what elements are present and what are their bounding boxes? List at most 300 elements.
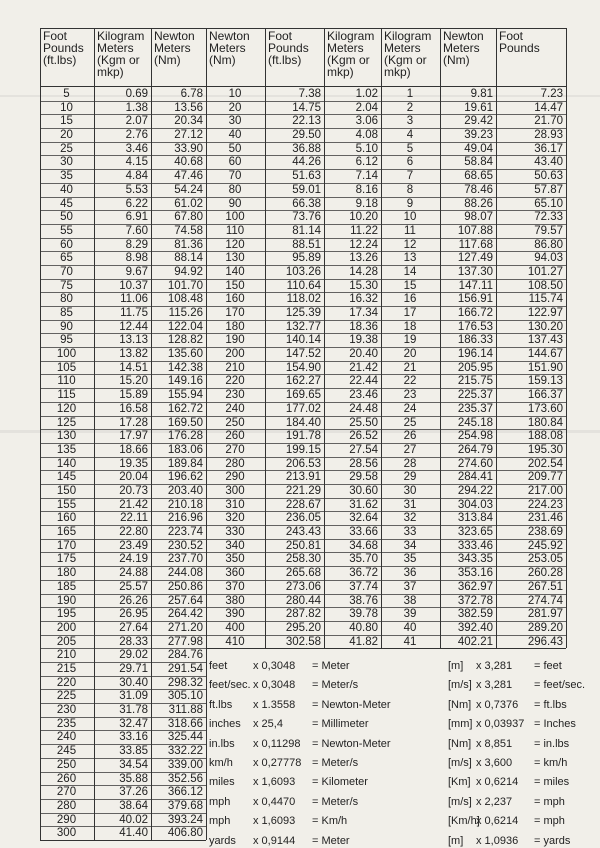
table-cell: 40 — [60, 183, 73, 196]
table-cell: 298.32 — [167, 676, 203, 689]
table-cell: 215.75 — [457, 375, 493, 388]
table-cell: 360 — [225, 567, 245, 580]
table-cell: 27.64 — [119, 621, 148, 634]
table-cell: 70 — [228, 170, 242, 183]
table-cell: 258.30 — [285, 553, 321, 566]
table-cell: 24.88 — [119, 567, 148, 580]
table-cell: 203.40 — [167, 485, 203, 497]
conversion-result: = Meter/s — [312, 679, 359, 692]
column-header-line: Pounds — [43, 41, 84, 55]
column-header-line: Newton — [443, 29, 484, 43]
table-cell: 271.20 — [167, 621, 203, 634]
table-cell: 28.56 — [349, 457, 378, 470]
table-cell: 9.81 — [470, 88, 493, 100]
table-cell: 95.89 — [292, 252, 321, 265]
conversion-factor: x 0,9144 — [253, 834, 296, 847]
table-cell: 5.10 — [355, 142, 378, 155]
table-cell: 34 — [403, 539, 417, 552]
conversion-factor: x 25,4 — [253, 718, 283, 731]
table-cell: 4.15 — [125, 156, 148, 169]
column-header-line: (Nm) — [154, 53, 181, 67]
table-cell: 323.65 — [457, 526, 493, 539]
table-cell: 2.07 — [125, 115, 148, 128]
table-cell: 379.68 — [167, 799, 203, 812]
column-header-line: Newton — [154, 29, 195, 43]
table-cell: 15 — [60, 115, 73, 128]
table-cell: 305.10 — [167, 690, 203, 703]
table-cell: 10.20 — [349, 211, 378, 224]
table-cell: 5 — [406, 142, 414, 155]
table-cell: 39.23 — [464, 129, 493, 142]
table-cell: 30.40 — [119, 676, 148, 689]
table-cell: 41 — [403, 635, 417, 648]
table-cell: 15.30 — [349, 279, 378, 292]
table-cell: 14.28 — [349, 265, 378, 278]
table-cell: 332.22 — [167, 745, 203, 758]
conversion-factor: x 0,4470 — [253, 795, 296, 808]
table-cell: 20.40 — [349, 348, 378, 361]
table-cell: 74.58 — [174, 224, 203, 237]
conversion-unit: feet — [209, 660, 228, 672]
table-cell: 14.51 — [119, 361, 148, 374]
table-cell: 228.67 — [285, 498, 321, 511]
table-cell: 372.78 — [457, 594, 493, 607]
table-cell: 295.20 — [285, 621, 321, 634]
table-cell: 189.84 — [167, 457, 203, 470]
table-cell: 128.82 — [167, 334, 203, 347]
table-cell: 32.47 — [119, 717, 148, 730]
table-cell: 29.42 — [464, 115, 493, 128]
column-header-line: Foot — [268, 29, 293, 43]
table-cell: 16.32 — [349, 293, 378, 306]
table-cell: 273.06 — [285, 580, 321, 593]
conversion-factor2: x 0,03937 — [476, 718, 525, 731]
column-divider — [566, 28, 567, 648]
table-cell: 18 — [403, 320, 417, 333]
table-cell: 245 — [56, 745, 77, 758]
table-cell: 0.69 — [125, 88, 148, 100]
table-cell: 150 — [56, 485, 77, 497]
table-cell: 117.68 — [458, 238, 493, 251]
table-cell: 9.18 — [355, 197, 378, 210]
conversion-factor: x 0,3048 — [253, 660, 296, 672]
table-cell: 78.46 — [464, 183, 493, 196]
table-cell: 17.97 — [119, 430, 148, 443]
table-cell: 24.19 — [119, 553, 148, 566]
table-cell: 115.74 — [528, 293, 563, 306]
table-cell: 19 — [403, 334, 417, 347]
table-cell: 333.46 — [457, 539, 493, 552]
table-cell: 28.93 — [534, 129, 563, 142]
table-cell: 353.16 — [457, 567, 493, 580]
table-cell: 120 — [225, 238, 245, 251]
table-cell: 88.14 — [174, 252, 203, 265]
table-cell: 231.46 — [527, 512, 563, 525]
table-cell: 41.82 — [349, 635, 378, 648]
table-cell: 220 — [225, 375, 245, 388]
table-cell: 34.68 — [349, 539, 378, 552]
table-cell: 4.08 — [355, 129, 378, 142]
table-cell: 250 — [56, 758, 77, 771]
table-cell: 155.94 — [167, 389, 203, 402]
table-cell: 60 — [228, 156, 242, 169]
column-header-line: mkp) — [97, 65, 124, 79]
table-cell: 7.23 — [540, 88, 563, 100]
table-cell: 85 — [60, 307, 73, 320]
table-cell: 35 — [60, 170, 73, 183]
table-cell: 132.77 — [285, 320, 321, 333]
table-cell: 281.97 — [527, 608, 563, 621]
conversion-result2: = ft.lbs — [534, 698, 567, 711]
table-cell: 18.36 — [349, 320, 378, 333]
table-cell: 50 — [228, 142, 242, 155]
table-cell: 238.69 — [527, 526, 563, 539]
table-cell: 240 — [56, 731, 77, 744]
conversion-factor: x 0,11298 — [253, 737, 301, 750]
table-cell: 70 — [60, 265, 73, 278]
table-cell: 38.64 — [119, 799, 148, 812]
table-cell: 169.50 — [167, 416, 203, 429]
table-cell: 5.53 — [125, 183, 148, 196]
table-cell: 24.48 — [349, 402, 378, 415]
table-cell: 57.87 — [534, 183, 563, 196]
table-cell: 280 — [225, 457, 245, 470]
table-cell: 86.80 — [534, 238, 563, 251]
table-cell: 101.27 — [527, 265, 563, 278]
table-cell: 221.29 — [285, 485, 321, 497]
table-cell: 142.38 — [167, 361, 203, 374]
conversion-result2: = feet — [534, 660, 562, 672]
table-cell: 237.70 — [167, 553, 203, 566]
conversion-result: = Kilometer — [312, 776, 368, 789]
table-cell: 160 — [225, 293, 245, 306]
table-cell: 330 — [225, 526, 245, 539]
table-cell: 135 — [56, 443, 77, 456]
table-cell: 59.01 — [292, 183, 321, 196]
table-cell: 8 — [406, 183, 414, 196]
conversion-result: = Km/h — [312, 815, 348, 828]
table-cell: 94.92 — [174, 265, 203, 278]
table-cell: 253.05 — [527, 553, 563, 566]
table-cell: 37 — [403, 580, 417, 593]
table-cell: 184.40 — [285, 416, 321, 429]
table-cell: 30 — [228, 115, 242, 128]
table-cell: 120 — [56, 402, 77, 415]
table-cell: 122.97 — [527, 307, 563, 320]
table-cell: 206.53 — [285, 457, 321, 470]
table-cell: 190 — [56, 594, 77, 607]
table-cell: 88.51 — [292, 238, 321, 251]
table-cell: 22.11 — [120, 512, 148, 525]
column-divider — [324, 28, 325, 648]
table-cell: 3.06 — [355, 115, 378, 128]
table-cell: 40 — [403, 621, 417, 634]
table-cell: 195.30 — [527, 443, 563, 456]
row-divider — [40, 840, 206, 841]
column-header-line: (Nm) — [209, 53, 236, 67]
table-cell: 118.02 — [286, 293, 321, 306]
table-cell: 54.24 — [174, 183, 203, 196]
column-header-line: (Kgm or — [97, 53, 140, 67]
conversion-unit2: [mm] — [448, 718, 473, 731]
table-cell: 340 — [225, 539, 245, 552]
table-cell: 200 — [56, 621, 77, 634]
column-divider — [381, 28, 382, 648]
column-divider — [496, 28, 497, 648]
table-cell: 37.26 — [119, 786, 148, 799]
table-cell: 147.11 — [458, 279, 493, 292]
table-cell: 127.49 — [457, 252, 493, 265]
table-cell: 17.28 — [119, 416, 148, 429]
table-cell: 244.08 — [167, 567, 203, 580]
table-cell: 108.48 — [167, 293, 203, 306]
conversion-unit2: [m/s] — [448, 795, 472, 808]
table-cell: 19.38 — [349, 334, 378, 347]
table-cell: 122.04 — [167, 320, 203, 333]
table-cell: 343.35 — [457, 553, 493, 566]
table-cell: 291.54 — [167, 662, 203, 675]
table-cell: 125 — [56, 416, 77, 429]
table-cell: 100 — [56, 348, 77, 361]
table-cell: 225.37 — [457, 389, 493, 402]
column-header-line: mkp) — [327, 65, 354, 79]
conversion-unit2: [m/s] — [448, 679, 472, 692]
table-cell: 72.33 — [534, 211, 563, 224]
table-cell: 2 — [406, 101, 414, 114]
conversion-result2: = miles — [534, 776, 570, 789]
table-cell: 65 — [60, 252, 73, 265]
table-cell: 31 — [403, 498, 417, 511]
table-cell: 37.74 — [349, 580, 378, 593]
conversion-unit2: [m/s] — [448, 757, 472, 769]
table-cell: 215 — [56, 662, 77, 675]
table-cell: 6.12 — [355, 156, 378, 169]
table-cell: 8.98 — [125, 252, 148, 265]
column-header — [440, 28, 496, 86]
table-cell: 205 — [56, 635, 77, 648]
table-cell: 19.61 — [464, 101, 493, 114]
table-cell: 38 — [403, 594, 417, 607]
table-cell: 32 — [403, 512, 417, 525]
table-cell: 217.00 — [527, 485, 563, 497]
table-cell: 209.77 — [527, 471, 563, 484]
table-cell: 35.88 — [119, 772, 148, 785]
table-cell: 43.40 — [534, 156, 563, 169]
conversion-factor2: x 1,0936 — [476, 834, 519, 847]
conversion-factor2: x 2,237 — [476, 795, 513, 808]
conversion-result2: = mph — [534, 795, 565, 808]
table-cell: 2.04 — [355, 101, 378, 114]
table-cell: 250.86 — [167, 580, 203, 593]
table-cell: 264.42 — [167, 608, 203, 621]
table-cell: 402.21 — [457, 635, 493, 648]
table-cell: 177.02 — [285, 402, 321, 415]
column-divider — [206, 28, 207, 840]
table-cell: 25 — [403, 416, 417, 429]
table-cell: 147.52 — [285, 348, 321, 361]
table-cell: 287.82 — [285, 608, 321, 621]
conversion-result: = Newton-Meter — [312, 737, 391, 750]
conversion-result2: = feet/sec. — [534, 679, 586, 692]
table-cell: 302.58 — [285, 635, 321, 648]
table-cell: 188.08 — [527, 430, 563, 443]
column-header-line: Newton — [209, 29, 250, 43]
table-cell: 7.38 — [298, 88, 321, 100]
table-cell: 40.68 — [174, 156, 203, 169]
table-cell: 68.65 — [464, 170, 493, 183]
table-cell: 79.57 — [534, 224, 563, 237]
table-cell: 25 — [60, 142, 73, 155]
table-cell: 130 — [56, 430, 77, 443]
table-cell: 40.02 — [119, 813, 148, 826]
table-cell: 140.14 — [285, 334, 321, 347]
table-cell: 11.06 — [120, 293, 148, 306]
table-cell: 160 — [56, 512, 77, 525]
table-cell: 339.00 — [167, 758, 203, 771]
table-cell: 290 — [225, 471, 245, 484]
conversion-unit2: [m] — [448, 660, 464, 672]
table-cell: 15.89 — [119, 389, 148, 402]
conversion-result: = Meter — [312, 834, 350, 847]
table-cell: 7.14 — [355, 170, 378, 183]
table-cell: 393.24 — [167, 813, 203, 826]
table-cell: 18.66 — [119, 443, 148, 456]
table-cell: 29.02 — [119, 649, 148, 662]
table-cell: 14.47 — [534, 101, 563, 114]
table-cell: 274.60 — [457, 457, 493, 470]
conversion-factor: x 0,3048 — [253, 679, 296, 692]
table-cell: 274.74 — [527, 594, 563, 607]
table-cell: 6 — [406, 156, 414, 169]
table-cell: 25.57 — [119, 580, 148, 593]
table-cell: 47.46 — [174, 170, 203, 183]
table-cell: 17.34 — [349, 307, 378, 320]
conversion-factor2: x 3,281 — [476, 660, 513, 672]
table-cell: 318.66 — [167, 717, 203, 730]
table-cell: 29.50 — [292, 129, 321, 142]
table-cell: 180 — [56, 567, 77, 580]
conversion-result2: = in.lbs — [534, 737, 570, 750]
conversion-unit: km/h — [209, 757, 233, 769]
table-cell: 1.02 — [355, 88, 378, 100]
table-cell: 30.60 — [349, 485, 378, 497]
conversion-unit: mph — [209, 795, 231, 808]
table-cell: 110 — [225, 224, 245, 237]
table-cell: 3 — [406, 115, 414, 128]
table-cell: 14.75 — [292, 101, 321, 114]
table-cell: 30 — [403, 485, 417, 497]
table-cell: 352.56 — [167, 772, 203, 785]
conversion-unit2: [Km] — [448, 776, 471, 789]
table-cell: 61.02 — [174, 197, 203, 210]
table-cell: 200 — [225, 348, 245, 361]
column-header-line: Kilogram — [97, 29, 145, 43]
table-cell: 223.74 — [167, 526, 203, 539]
table-cell: 245.18 — [457, 416, 493, 429]
conversion-result2: = mph — [534, 815, 565, 828]
table-cell: 110 — [57, 375, 76, 388]
table-cell: 162.72 — [167, 402, 203, 415]
conversion-result: = Millimeter — [312, 718, 369, 731]
table-cell: 35.70 — [349, 553, 378, 566]
table-cell: 33.66 — [349, 526, 378, 539]
column-divider — [151, 28, 152, 840]
column-divider — [440, 28, 441, 648]
table-cell: 224.23 — [527, 498, 563, 511]
table-cell: 21.70 — [534, 115, 563, 128]
table-cell: 31.78 — [119, 704, 148, 717]
table-cell: 400 — [225, 621, 245, 634]
table-cell: 199.15 — [285, 443, 321, 456]
table-cell: 169.65 — [285, 389, 321, 402]
table-cell: 166.37 — [527, 389, 563, 402]
table-cell: 36.88 — [292, 142, 321, 155]
table-cell: 144.67 — [527, 348, 563, 361]
table-cell: 22.44 — [349, 375, 378, 388]
table-cell: 205.95 — [457, 361, 493, 374]
table-cell: 35 — [403, 553, 417, 566]
table-cell: 170 — [225, 307, 245, 320]
table-cell: 230.52 — [167, 539, 203, 552]
conversion-unit: inches — [209, 718, 241, 731]
table-cell: 166.72 — [457, 307, 493, 320]
table-cell: 350 — [225, 553, 245, 566]
table-cell: 280 — [56, 799, 77, 812]
conversion-unit2: [Nm] — [448, 737, 472, 750]
table-cell: 26.95 — [119, 608, 148, 621]
table-cell: 73.76 — [292, 211, 321, 224]
conversion-factor: x 1,6093 — [253, 815, 296, 828]
table-cell: 325.44 — [167, 731, 203, 744]
column-header-line: (Kgm or — [327, 53, 370, 67]
table-cell: 98.07 — [464, 211, 493, 224]
table-cell: 29.58 — [349, 471, 378, 484]
table-cell: 135.60 — [167, 348, 203, 361]
table-cell: 196.14 — [457, 348, 493, 361]
table-cell: 95 — [60, 334, 73, 347]
table-cell: 6.78 — [180, 88, 203, 100]
row-divider — [206, 648, 381, 649]
table-cell: 10 — [403, 211, 417, 224]
table-cell: 29.71 — [119, 662, 148, 675]
table-cell: 17 — [403, 307, 417, 320]
table-cell: 9.67 — [125, 265, 148, 278]
table-cell: 100 — [225, 211, 245, 224]
table-cell: 50.63 — [534, 170, 563, 183]
table-cell: 22 — [403, 375, 417, 388]
header-bottom-border — [40, 86, 566, 87]
column-header — [206, 28, 265, 86]
table-cell: 176.28 — [167, 430, 203, 443]
column-divider — [40, 28, 41, 840]
conversion-factor2: x 3,281 — [476, 679, 513, 692]
table-cell: 11.75 — [120, 307, 148, 320]
table-cell: 270 — [56, 786, 77, 799]
table-cell: 28.33 — [119, 635, 148, 648]
table-cell: 213.91 — [285, 471, 321, 484]
table-cell: 107.88 — [457, 224, 493, 237]
table-cell: 3.46 — [125, 142, 148, 155]
table-cell: 27 — [403, 443, 417, 456]
column-divider — [94, 28, 95, 840]
table-cell: 26 — [403, 430, 417, 443]
column-header-line: Kilogram — [327, 29, 375, 43]
table-cell: 284.76 — [167, 649, 203, 662]
table-cell: 49.04 — [464, 142, 493, 155]
table-cell: 12.24 — [349, 238, 378, 251]
table-cell: 130.20 — [527, 320, 563, 333]
table-cell: 155 — [56, 498, 77, 511]
